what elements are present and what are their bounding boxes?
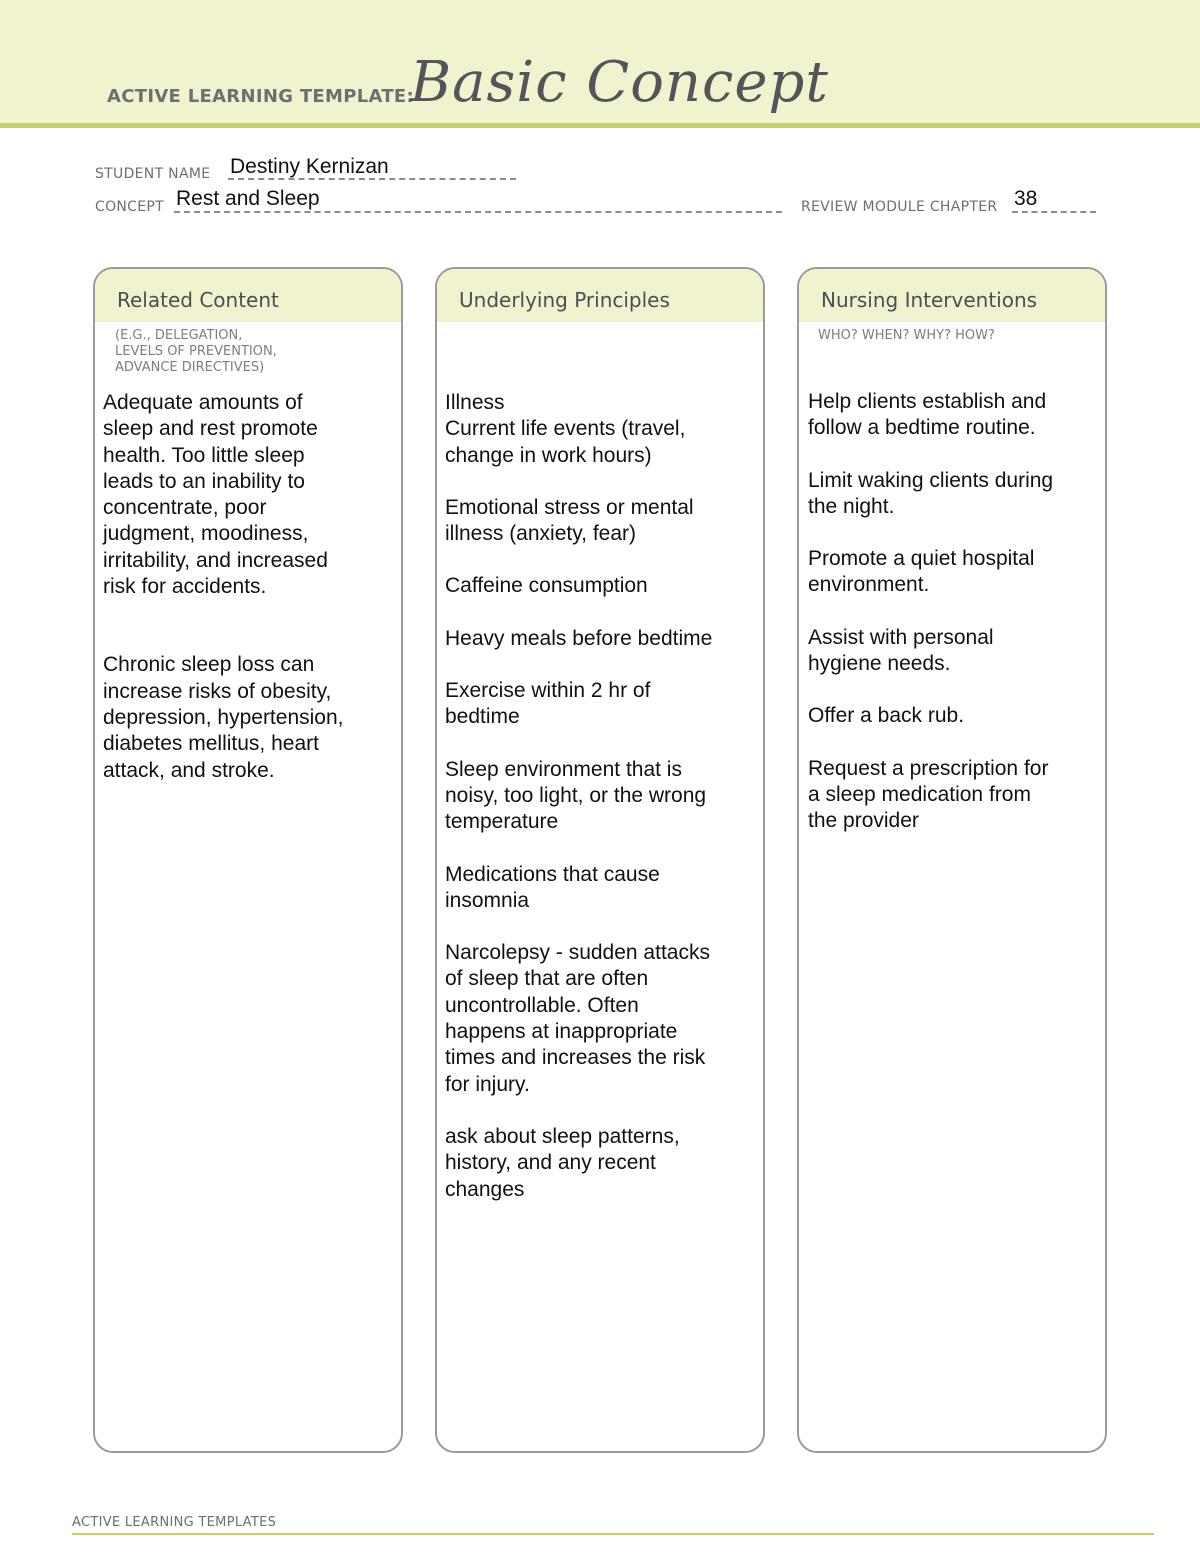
concept-label: CONCEPT [95, 199, 164, 215]
underlying-principles-title: Underlying Principles [437, 269, 763, 322]
student-name-value[interactable]: Destiny Kernizan [230, 155, 389, 178]
related-content-body[interactable] [103, 390, 398, 810]
underlying-principles-body[interactable] [445, 390, 760, 1229]
principle-paragraph: Narcolepsy - sudden attacks of sleep that are often uncontrollable. Often happens at inappropriate times and increases the risk for injury. [445, 941, 710, 1096]
student-name-label: STUDENT NAME [95, 166, 211, 182]
review-module-line [1012, 211, 1096, 213]
header-rule [0, 123, 1200, 128]
nursing-interventions-subtitle: WHO? WHEN? WHY? HOW? [818, 328, 995, 343]
nursing-interventions-body[interactable] [808, 389, 1103, 861]
principle-paragraph: ask about sleep patterns, history, and any recent changes [445, 1124, 680, 1201]
principle-paragraph: Heavy meals before bedtime [445, 626, 713, 650]
template-title: Basic Concept [410, 50, 829, 115]
concept-line [174, 211, 782, 213]
template-label: ACTIVE LEARNING TEMPLATE: [107, 86, 414, 107]
principle-paragraph: Exercise within 2 hr of bedtime [445, 679, 651, 729]
related-content-title: Related Content [95, 269, 401, 322]
intervention-paragraph: Offer a back rub. [808, 704, 965, 728]
principle-paragraph: Sleep environment that is noisy, too light, or the wrong temperature [445, 757, 707, 834]
footer-label: ACTIVE LEARNING TEMPLATES [72, 1515, 277, 1530]
intervention-paragraph: Limit waking clients during the night. [808, 468, 1054, 518]
footer-rule [72, 1533, 1154, 1535]
intervention-paragraph: Promote a quiet hospital environment. [808, 547, 1035, 597]
intervention-paragraph: Help clients establish and follow a bedtime routine. [808, 390, 1047, 440]
related-content-paragraph: Chronic sleep loss can increase risks of obesity, depression, hypertension, diabetes mellitus, heart attack, and stroke. [103, 653, 344, 782]
intervention-paragraph: Assist with personal hygiene needs. [808, 625, 994, 676]
related-content-paragraph: Adequate amounts of sleep and rest promote health. Too little sleep leads to an inability to concentrate, poor judgment, moodiness, irritability, and increased risk for accidents. [103, 391, 328, 599]
review-module-label: REVIEW MODULE CHAPTER [801, 199, 998, 215]
related-content-subtitle: (E.G., DELEGATION, LEVELS OF PREVENTION, ADVANCE DIRECTIVES) [115, 328, 277, 375]
principle-paragraph: Illness Current life events (travel, change in work hours) [445, 391, 686, 467]
principle-paragraph: Emotional stress or mental illness (anxiety, fear) [445, 495, 694, 546]
intervention-paragraph: Request a prescription for a sleep medication from the provider [808, 756, 1049, 833]
concept-value[interactable]: Rest and Sleep [176, 187, 320, 210]
review-module-value[interactable]: 38 [1014, 187, 1038, 210]
principle-paragraph: Medications that cause insomnia [445, 862, 660, 912]
principle-paragraph: Caffeine consumption [445, 574, 648, 598]
nursing-interventions-title: Nursing Interventions [799, 269, 1105, 322]
